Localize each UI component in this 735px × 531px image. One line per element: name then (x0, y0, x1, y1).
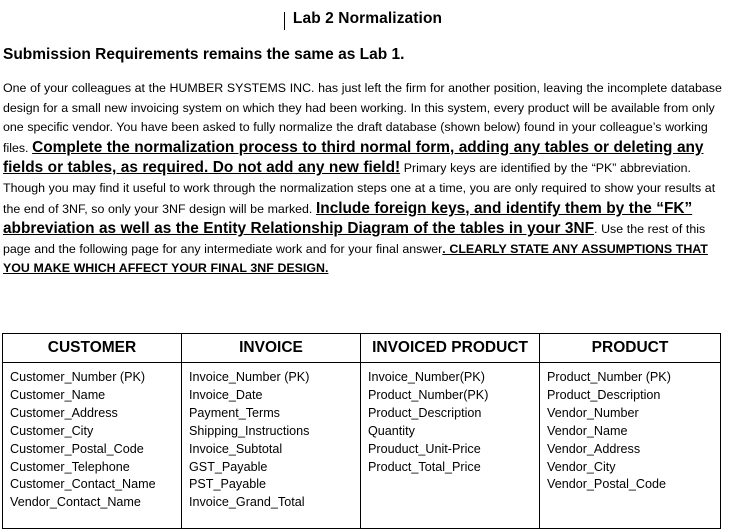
field: Vendor_Contact_Name (10, 495, 141, 510)
field: Invoice_Number (PK) (189, 370, 310, 384)
field: Invoice_Grand_Total (189, 495, 305, 510)
field: GST_Payable (189, 459, 268, 474)
field: Vendor_Name (547, 423, 628, 438)
field: Product_Number (PK) (547, 370, 671, 384)
header-product: PRODUCT (540, 334, 721, 363)
draft-schema-table (2, 333, 721, 529)
field: Quantity (368, 423, 415, 438)
field: Vendor_Number (547, 405, 639, 420)
field: Invoice_Number(PK) (368, 370, 485, 384)
field: Invoice_Subtotal (189, 441, 283, 456)
paragraph-middle: Primary keys are identified by the “PK” abbreviation. Though you may find it useful to work through the normalization steps one at a time, you are only required to show your results at the end of 3NF, so only your 3NF design will be marked. (3, 161, 716, 216)
product-fields (540, 363, 721, 529)
field: Customer_Telephone (10, 459, 130, 474)
field: Customer_Contact_Name (10, 477, 156, 492)
submission-heading: Submission Requirements remains the same as Lab 1. (3, 46, 405, 63)
field: Vendor_City (547, 459, 616, 474)
document-title: Lab 2 Normalization (292, 10, 443, 27)
header-invoiced-product: INVOICED PRODUCT (361, 334, 540, 363)
header-customer: CUSTOMER (3, 334, 182, 363)
table-header-row (3, 334, 721, 363)
instructions-paragraph (3, 79, 729, 279)
field: Customer_City (10, 423, 94, 438)
field: PST_Payable (189, 477, 267, 492)
field: Customer_Name (10, 387, 106, 402)
field: Prouduct_Unit-Price (368, 441, 481, 456)
header-invoice: INVOICE (182, 334, 361, 363)
field: Product_Description (368, 405, 482, 420)
paragraph-after: . Use the rest of this page and the following page for any intermediate work and for your final answer (3, 222, 706, 256)
invoice-fields (182, 363, 361, 529)
paragraph-intro: One of your colleagues at the HUMBER SYSTEMS INC. has just left the firm for another position, leaving the incomplete database design for a small new invoicing system on which they had been working. In this system, every product will be available from only one specific vendor. You have been asked to fully normalize the draft database (shown below) found in your colleague’s working files. (3, 81, 722, 155)
field: Product_Number(PK) (368, 387, 489, 402)
field: Customer_Number (PK) (10, 370, 146, 384)
paragraph-emphasis-assumptions: . CLEARLY STATE ANY ASSUMPTIONS THAT YOU MAKE WHICH AFFECT YOUR FINAL 3NF DESIGN. (3, 241, 708, 276)
field: Payment_Terms (189, 405, 280, 420)
field: Customer_Address (10, 405, 118, 420)
field: Customer_Postal_Code (10, 441, 144, 456)
field: Invoice_Date (189, 387, 263, 402)
paragraph-emphasis-normalization: Complete the normalization process to third normal form, adding any tables or deleting any fields or tables, as required. Do not add any new field! (3, 138, 704, 177)
customer-fields (3, 363, 182, 529)
field: Product_Total_Price (368, 459, 481, 474)
field: Vendor_Address (547, 441, 641, 456)
field: Product_Description (547, 387, 661, 402)
table-fields-row (3, 363, 721, 529)
field: Vendor_Postal_Code (547, 477, 667, 492)
invoiced-product-fields (361, 363, 540, 529)
paragraph-emphasis-foreign-keys: Include foreign keys, and identify them by the “FK” abbreviation as well as the Entity Relationship Diagram of the tables in your 3NF (3, 199, 693, 238)
field: Shipping_Instructions (189, 423, 310, 438)
